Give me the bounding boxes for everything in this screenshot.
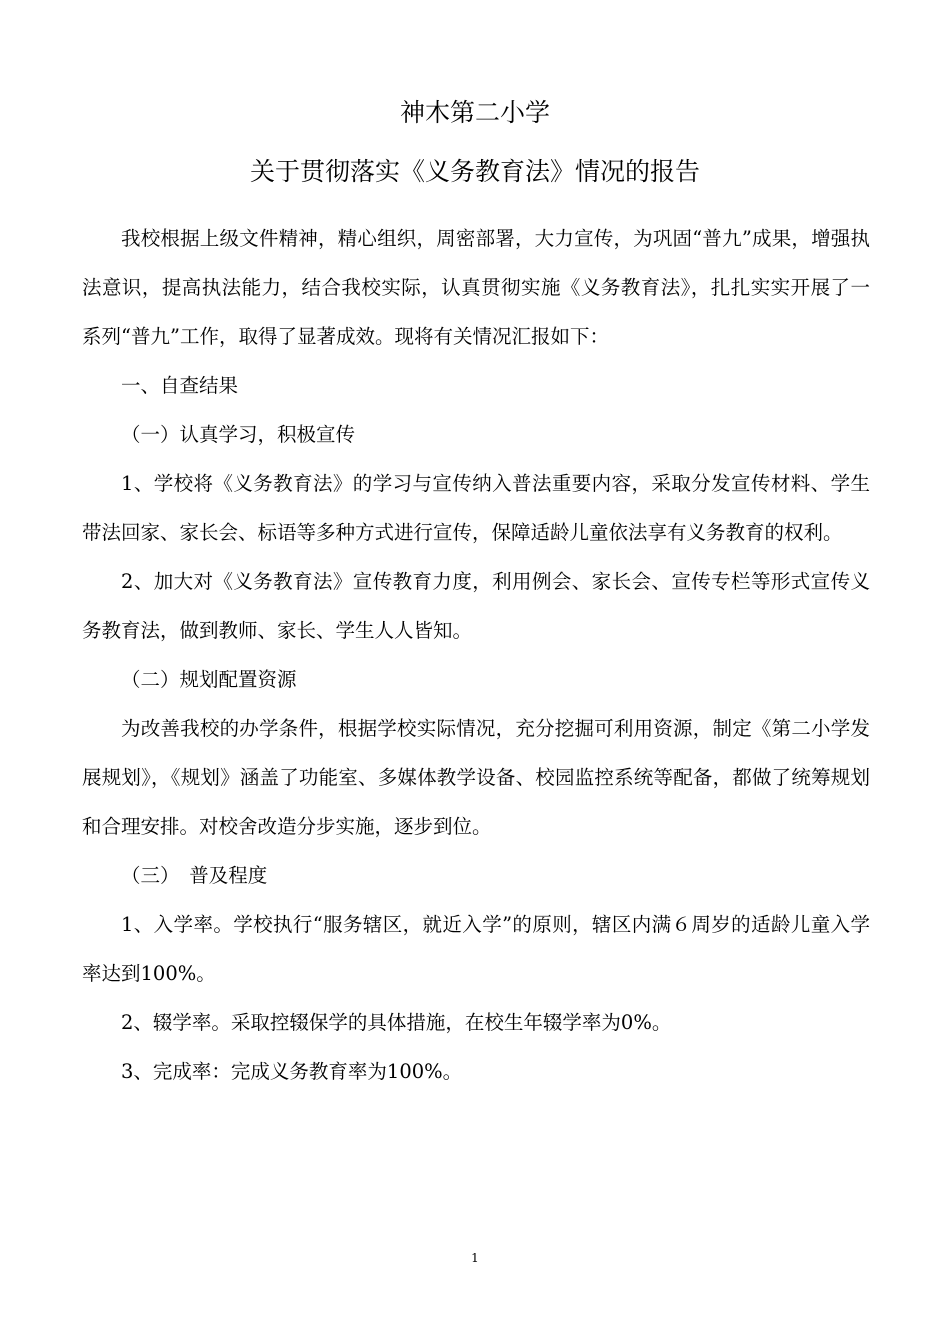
paragraph-study-2: 2、加大对《义务教育法》宣传教育力度，利用例会、家长会、宣传专栏等形式宣传义务教育法，做到教师、家长、学生人人皆知。	[82, 570, 870, 642]
subsection-heading-study: （一）认真学习，积极宣传	[121, 423, 356, 446]
paragraph-study-1: 1、学校将《义务教育法》的学习与宣传纳入普法重要内容，采取分发宣传材料、学生带法回家、家长会、标语等多种方式进行宣传，保障适龄儿童依法享有义务教育的权利。	[82, 472, 870, 544]
subsection-heading-popularization: （三） 普及程度	[121, 864, 268, 887]
paragraph-enrollment-rate: 1、入学率。学校执行“服务辖区，就近入学”的原则，辖区内满６周岁的适龄儿童入学率达到100%。	[82, 913, 870, 985]
paragraph-completion-rate: 3、完成率：完成义务教育率为100%。	[121, 1060, 463, 1083]
intro-paragraph: 我校根据上级文件精神，精心组织，周密部署，大力宣传，为巩固“普九”成果，增强执法意识，提高执法能力，结合我校实际，认真贯彻实施《义务教育法》，扎扎实实开展了一系列“普九”工作，取得了显著成效。现将有关情况汇报如下：	[82, 227, 870, 348]
page-number: 1	[471, 1251, 479, 1265]
paragraph-resources: 为改善我校的办学条件，根据学校实际情况，充分挖掘可利用资源，制定《第二小学发展规划》，《规划》涵盖了功能室、多媒体教学设备、校园监控系统等配备，都做了统筹规划和合理安排。对校舍改造分步实施，逐步到位。	[82, 717, 870, 838]
section-heading-self-check: 一、自查结果	[121, 374, 239, 397]
document-subtitle: 关于贯彻落实《义务教育法》情况的报告	[249, 157, 700, 186]
subsection-heading-resources: （二）规划配置资源	[121, 668, 297, 691]
paragraph-dropout-rate: 2、辍学率。采取控辍保学的具体措施，在校生年辍学率为0%。	[121, 1011, 672, 1034]
document-title: 神木第二小学	[399, 98, 550, 127]
document-body	[82, 214, 870, 1096]
